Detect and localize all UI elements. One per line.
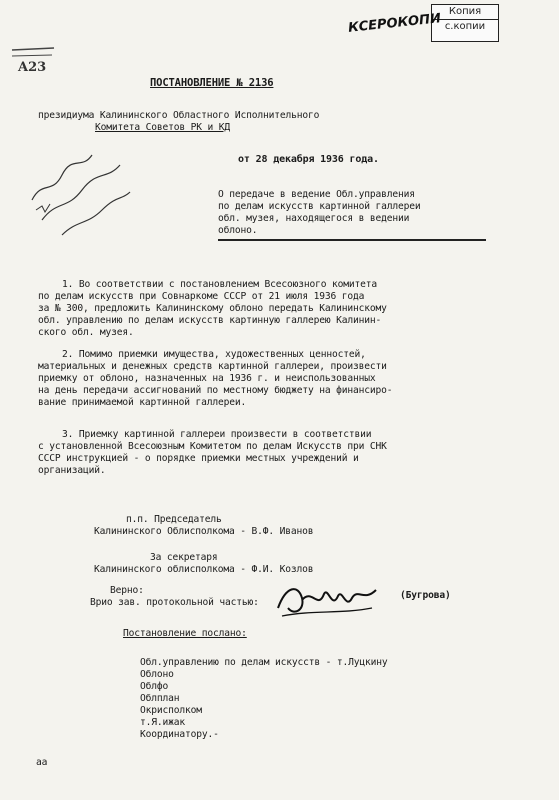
p3-line-4: организаций. xyxy=(38,465,106,476)
secretary-title: За секретаря xyxy=(150,552,218,563)
distribution-item: Облоно xyxy=(140,669,174,680)
corner-number-text: A23 xyxy=(18,60,47,75)
org-line-2: Комитета Советов РК и КД xyxy=(95,122,231,133)
org-line-1: президиума Калининского Областного Исполнительного xyxy=(38,110,320,121)
p2-line-3: приемку от облоно, назначенных на 1936 г. и неиспользованных xyxy=(38,373,376,384)
p2-line-1: 2. Помимо приемки имущества, художественных ценностей, xyxy=(62,349,366,360)
xerox-mark: КСЕРОКОПИ xyxy=(347,11,442,36)
distribution-heading: Постановление послано: xyxy=(123,628,247,639)
subject-line-4: облоно. xyxy=(218,225,258,236)
corner-number xyxy=(8,40,58,82)
acting-head-name: (Бугрова) xyxy=(400,590,451,601)
p1-line-1: 1. Во соответствии с постановлением Всесоюзного комитета xyxy=(62,279,378,290)
p1-line-3: за № 300, предложить Калининскому облоно передать Калининскому xyxy=(38,303,387,314)
footer-mark: аа xyxy=(36,757,48,768)
p3-line-3: СССР инструкцией - о порядке приемки местных учреждений и xyxy=(38,453,359,464)
p3-line-1: 3. Приемку картинной галлереи произвести в соответствии xyxy=(62,429,372,440)
distribution-item: Окрисполком xyxy=(140,705,202,716)
stamp-line-from-copy: с.копии xyxy=(432,19,498,34)
document-title: ПОСТАНОВЛЕНИЕ № 2136 xyxy=(150,77,274,89)
p3-line-2: с установленной Всесоюзным Комитетом по делам Искусств при СНК xyxy=(38,441,387,452)
distribution-item: т.Я.ижак xyxy=(140,717,186,728)
subject-line-1: О передаче в ведение Обл.управления xyxy=(218,189,415,200)
p2-line-5: вание принимаемой картинной галлереи. xyxy=(38,397,247,408)
margin-handwriting xyxy=(22,140,132,240)
distribution-item: Обл.управлению по делам искусств - т.Луцкину xyxy=(140,657,388,668)
chair-line: Калининского Облисполкома - В.Ф. Иванов xyxy=(94,526,314,537)
handwritten-signature xyxy=(272,580,382,624)
verified-label: Верно: xyxy=(110,585,144,596)
document-date: от 28 декабря 1936 года. xyxy=(238,154,379,165)
distribution-item: Координатору.- xyxy=(140,729,219,740)
distribution-item: Облфо xyxy=(140,681,169,692)
stamp-line-copy: Копия xyxy=(448,6,482,17)
subject-line-3: обл. музея, находящегося в ведении xyxy=(218,213,410,224)
distribution-item: Облплан xyxy=(140,693,180,704)
chair-title: п.п. Председатель xyxy=(126,514,222,525)
secretary-line: Калининского облисполкома - Ф.И. Козлов xyxy=(94,564,314,575)
p2-line-2: материальных и денежных средств картинной галлереи, произвести xyxy=(38,361,387,372)
p1-line-4: обл. управлению по делам искусств картинную галлерею Калинин- xyxy=(38,315,382,326)
subject-line-2: по делам искусств картинной галлереи xyxy=(218,201,421,212)
subject-underline xyxy=(218,239,486,241)
p1-line-5: ского обл. музея. xyxy=(38,327,134,338)
p1-line-2: по делам искусств при Совнаркоме СССР от 21 июля 1936 года xyxy=(38,291,365,302)
acting-head-line: Врио зав. протокольной частью: xyxy=(90,597,259,608)
p2-line-4: на день передачи ассигнований по местному бюджету на финансиро- xyxy=(38,385,393,396)
